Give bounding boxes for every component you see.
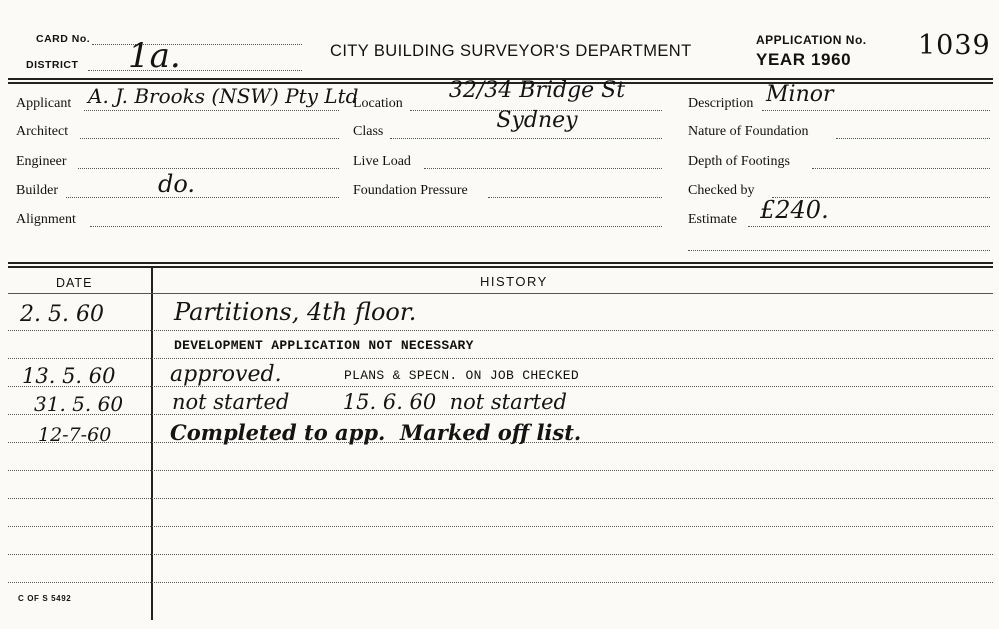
class-line [390, 138, 662, 139]
engineer-label: Engineer [16, 154, 67, 169]
applicant-value: A. J. Brooks (NSW) Pty Ltd [88, 84, 359, 108]
estimate-label: Estimate [688, 212, 737, 227]
alignment-label: Alignment [16, 212, 76, 227]
foundation-pressure-line [488, 197, 662, 198]
applicant-label: Applicant [16, 96, 72, 111]
entry-text: Partitions, 4th floor. [174, 298, 417, 326]
date-column-header: DATE [56, 276, 93, 290]
entry-text: not started 15. 6. 60 not started [172, 390, 567, 414]
history-rule-top [8, 262, 993, 264]
builder-label: Builder [16, 183, 58, 198]
depth-of-footings-label: Depth of Footings [688, 154, 790, 169]
card-no-line [92, 44, 302, 45]
extra-line [688, 250, 990, 251]
history-column-header: HISTORY [480, 274, 548, 289]
department-title: CITY BUILDING SURVEYOR'S DEPARTMENT [330, 42, 692, 60]
live-load-label: Live Load [353, 154, 411, 169]
architect-line [80, 138, 339, 139]
entry-date: 13. 5. 60 [22, 364, 116, 388]
entry-date: 31. 5. 60 [34, 392, 124, 416]
entry-date: 12-7-60 [38, 424, 112, 446]
description-value: Minor [766, 82, 834, 107]
depth-of-footings-line [812, 168, 990, 169]
description-line [762, 110, 990, 111]
class-label: Class [353, 124, 384, 139]
builder-line [66, 197, 339, 198]
entry-stamp: PLANS & SPECN. ON JOB CHECKED [344, 368, 579, 383]
nature-of-foundation-line [836, 138, 990, 139]
date-column-divider [151, 268, 153, 620]
location-value: 32/34 Bridge St Sydney [448, 78, 626, 133]
estimate-line [748, 226, 990, 227]
nature-of-foundation-label: Nature of Foundation [688, 124, 809, 139]
district-label: DISTRICT [26, 59, 79, 71]
foundation-pressure-label: Foundation Pressure [353, 183, 468, 198]
alignment-line [90, 226, 662, 227]
entry-text: Completed to app. Marked off list. [170, 420, 582, 445]
year-label: YEAR 1960 [756, 50, 852, 69]
application-number: 1039 [918, 30, 991, 61]
live-load-line [424, 168, 662, 169]
estimate-value: £240. [760, 196, 829, 224]
history-rule-bottom [8, 266, 993, 268]
entry-stamp: DEVELOPMENT APPLICATION NOT NECESSARY [174, 338, 474, 353]
description-label: Description [688, 96, 754, 111]
entry-date: 2. 5. 60 [20, 302, 104, 327]
checked-by-label: Checked by [688, 183, 755, 198]
district-line [88, 70, 302, 71]
card-no-label: CARD No. [36, 33, 91, 45]
engineer-line [78, 168, 339, 169]
entry-text: approved. [170, 362, 282, 387]
form-code: C OF S 5492 [18, 594, 72, 603]
applicant-line [84, 110, 339, 111]
application-no-label: APPLICATION No. [756, 33, 867, 47]
location-label: Location [353, 96, 403, 111]
history-header-rule [8, 293, 993, 294]
architect-label: Architect [16, 124, 69, 139]
builder-value: do. [158, 170, 196, 198]
district-value: 1a. [128, 36, 181, 76]
